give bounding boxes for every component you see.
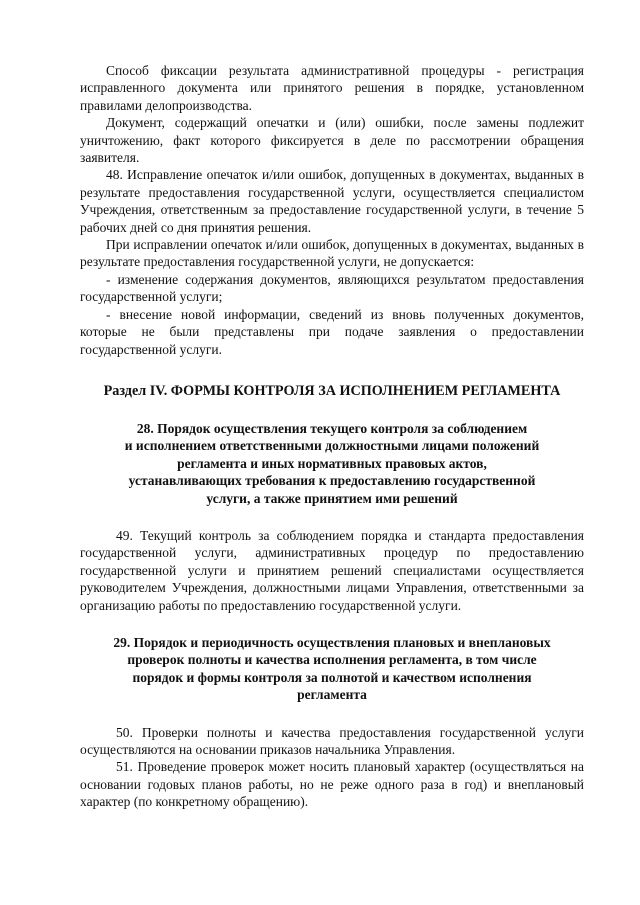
spacer (80, 704, 584, 724)
paragraph-49: 49. Текущий контроль за соблюдением порядка и стандарта предоставления государственной услуги, административных процедур по предоставлению государственной услуги и принятием решений специалистами осуществляется руководителем Учреждения, должностными лицами Управления, ответственными за организацию работы по предоставлению государственной услуги. (80, 527, 584, 613)
paragraph-50: 50. Проверки полноты и качества предоставления государственной услуги осуществляются на основании приказов начальника Управления. (80, 724, 584, 757)
paragraph-not-allowed: При исправлении опечаток и/или ошибок, допущенных в документах, выданных в результате предоставления государственной услуги, не допускается: (80, 237, 584, 270)
paragraph-document-destruction: Документ, содержащий опечатки и (или) ошибки, после замены подлежит уничтожению, факт которого фиксируется в деле по рассмотрении обращения заявителя. (80, 115, 584, 166)
subsection-28-title-line: 28. Порядок осуществления текущего контроля за соблюдением (136, 420, 528, 436)
section-title: Раздел IV. ФОРМЫ КОНТРОЛЯ ЗА ИСПОЛНЕНИЕМ РЕГЛАМЕНТА (103, 382, 561, 399)
subsection-29-title-line: регламента (297, 687, 367, 703)
subsection-28-title (80, 420, 584, 507)
subsection-29-title-line: 29. Порядок и периодичность осуществления плановых и внеплановых (113, 634, 551, 650)
subsection-29-title-line: порядок и формы контроля за полнотой и качеством исполнения (132, 669, 532, 685)
paragraph-51: 51. Проведение проверок может носить плановый характер (осуществляться на основании годовых планов работы, но не реже одного раза в год) и внеплановый характер (по конкретному обращению). (80, 759, 584, 810)
paragraph-fixation-method: Способ фиксации результата административной процедуры - регистрация исправленного документа или принятого решения в порядке, установленном правилами делопроизводства. (80, 63, 584, 113)
subsection-28-title-line: услуги, а также принятием ими решений (206, 490, 458, 506)
subsection-29-title-line: проверок полноты и качества исполнения регламента, в том числе (127, 652, 537, 668)
list-item-new-info: - внесение новой информации, сведений из вновь полученных документов, которые не были представлены при подаче заявления о предоставлении государственной услуги. (80, 306, 584, 357)
subsection-28-title-line: и исполнением ответственными должностными лицами положений (124, 438, 540, 454)
list-item-content-change: - изменение содержания документов, являющихся результатом предоставления государственной услуги; (80, 271, 584, 305)
paragraph-48: 48. Исправление опечаток и/или ошибок, допущенных в документах, выданных в результате предоставления государственной услуги, осуществляется специалистом Учреждения, ответственным за предоставление государственной услуги, в течение 5 рабочих дней со дня принятия решения. (80, 167, 584, 235)
spacer (80, 507, 584, 527)
subsection-28-title-line: устанавливающих требования к предоставлению государственной (128, 473, 536, 489)
subsection-29-title (80, 634, 584, 704)
subsection-28-title-line: регламента и иных нормативных правовых актов, (177, 455, 487, 471)
